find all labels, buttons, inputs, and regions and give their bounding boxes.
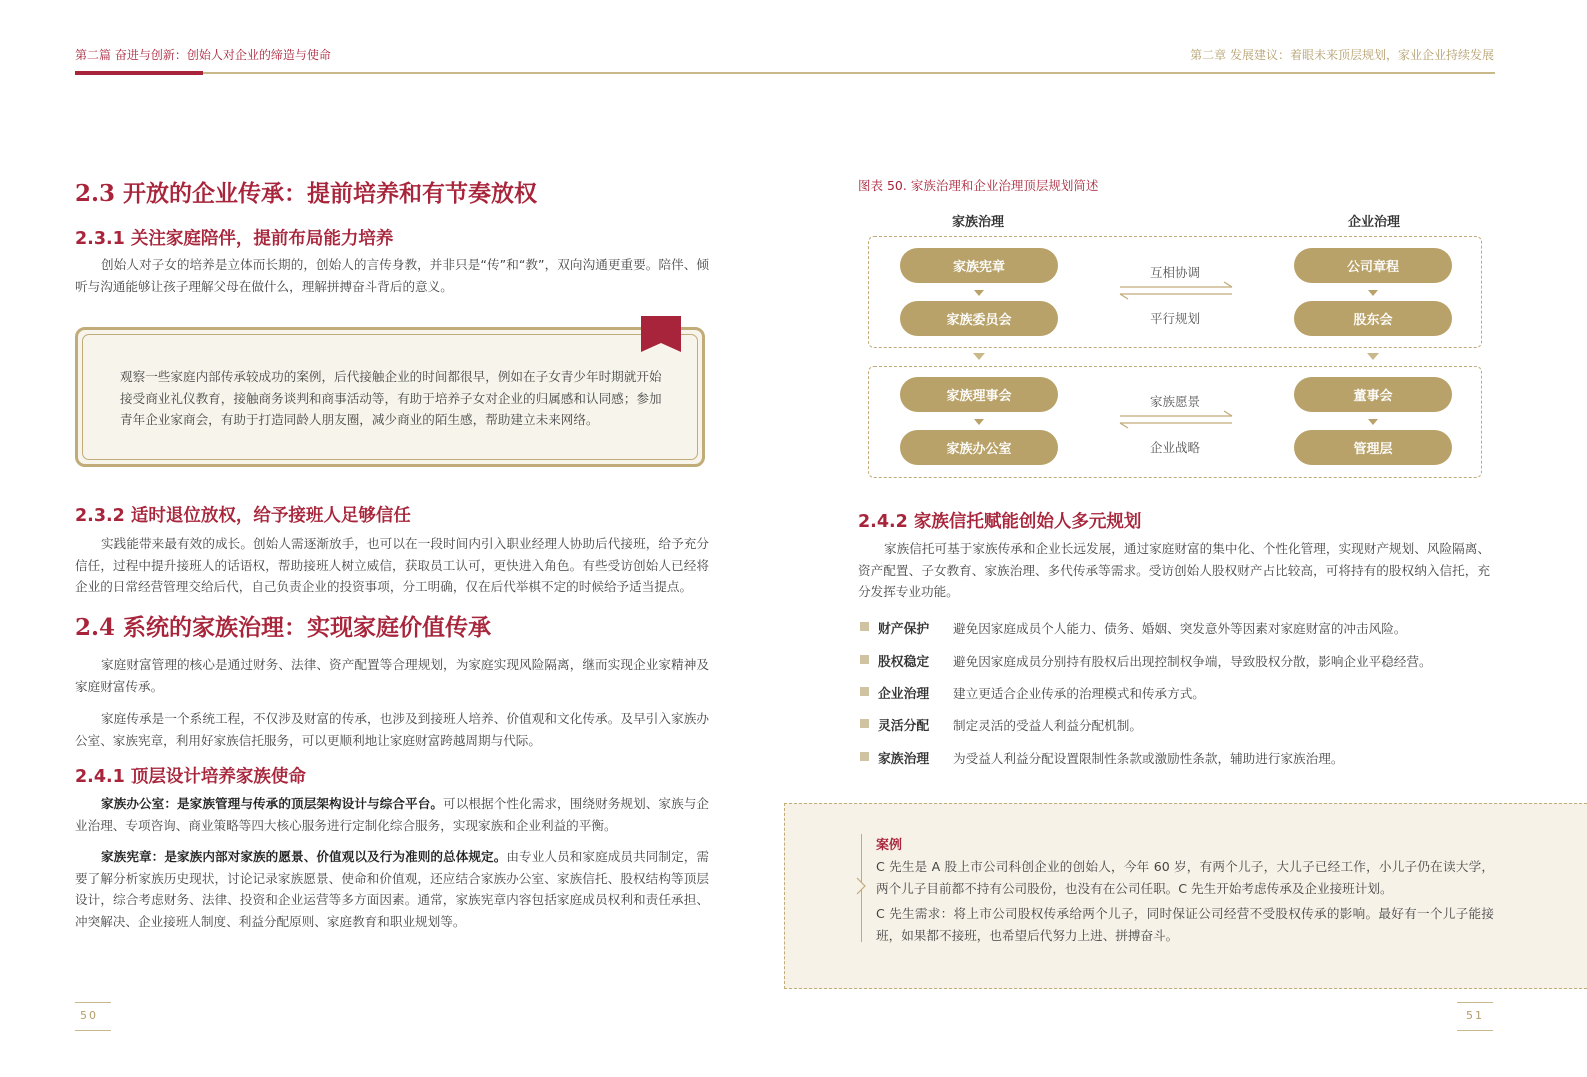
- bidirectional-arrow-icon: [1116, 280, 1236, 302]
- section-2-3-2-title: 2.3.2 适时退位放权，给予接班人足够信任: [75, 506, 411, 526]
- section-2-4-title: 2.4 系统的家族治理：实现家庭价值传承: [75, 614, 492, 641]
- pill-company-articles: 公司章程: [1294, 248, 1452, 283]
- section-2-4-2-title: 2.4.2 家族信托赋能创始人多元规划: [858, 512, 1142, 532]
- pill-family-council: 家族理事会: [900, 377, 1058, 412]
- case-title: 案例: [876, 838, 903, 853]
- family-governance-label: 家族治理: [952, 215, 1005, 230]
- corporate-governance-label: 企业治理: [1348, 215, 1401, 230]
- section-2-3-2-paragraph: 实践能带来最有效的成长。创始人需逐渐放手，也可以在一段时间内引入职业经理人协助后代接班，给予充分信任，过程中提升接班人的话语权，帮助接班人树立威信，获取员工认可，更快进入角色。有些受访创始人已经将企业的日常经营管理交给后代，自己负责企业的投资事项，分工明确，仅在后代举棋不定的时候给予适当提点。: [75, 536, 709, 594]
- bullet-square-icon: [860, 622, 869, 631]
- pill-board: 董事会: [1294, 377, 1452, 412]
- label-mutual-coordination: 互相协调: [1149, 265, 1200, 280]
- case-text: [876, 856, 1494, 946]
- header-left: 第二篇 奋进与创新：创始人对企业的缔造与使命: [75, 48, 331, 62]
- section-2-3-title: 2.3 开放的企业传承：提前培养和有节奏放权: [75, 180, 538, 207]
- chevron-right-icon: [855, 876, 867, 896]
- callout-text: 观察一些家庭内部传承较成功的案例，后代接触企业的时间都很早，例如在子女青少年时期就开始接受商业礼仪教育，接触商务谈判和商事活动等，有助于培养子女对企业的归属感和认同感；参加青年企业家商会，有助于打造同龄人朋友圈，减少商业的陌生感，帮助建立未来网络。: [120, 369, 662, 427]
- label-family-vision: 家族愿景: [1149, 394, 1200, 409]
- arrow-down-icon: [974, 290, 984, 296]
- page-number-left: 50: [80, 1009, 98, 1022]
- bullet-term: 股权稳定: [878, 655, 930, 670]
- case-paragraph-1: C 先生是 A 股上市公司科创企业的创始人，今年 60 岁，有两个儿子，大儿子已经工作，小儿子仍在读大学，两个儿子目前都不持有公司股份，也没有在公司任职。C 先生开始考虑传承及企业接班计划。: [876, 859, 1494, 896]
- bookmark-icon: [641, 316, 681, 352]
- header-accent-bar: [75, 71, 203, 75]
- page-number-rule: [1457, 1002, 1493, 1003]
- bullet-term: 灵活分配: [878, 719, 930, 734]
- label-parallel-planning: 平行规划: [1149, 311, 1200, 326]
- pill-shareholders-meeting: 股东会: [1294, 301, 1452, 336]
- bullet-square-icon: [860, 752, 869, 761]
- family-office-desc: 可以根据个性化需求，围绕财务规划、家族与企业治理、专项咨询、商业策略等四大核心服务进行定制化综合服务，实现家族和企业利益的平衡。: [75, 796, 710, 833]
- arrow-down-icon: [1367, 353, 1379, 360]
- bullet-desc: 建立更适合企业传承的治理模式和传承方式。: [953, 686, 1205, 701]
- section-2-4-paragraph-2: 家庭传承是一个系统工程，不仅涉及财富的传承，也涉及到接班人培养、价值观和文化传承。及早引入家族办公室、家族宪章，利用好家族信托服务，可以更顺利地让家庭财富跨越周期与代际。: [75, 711, 709, 748]
- page-number-rule: [1457, 1030, 1493, 1031]
- arrow-down-icon: [1368, 290, 1378, 296]
- family-charter-paragraph: [75, 846, 709, 932]
- bullet-desc: 避免因家庭成员个人能力、债务、婚姻、突发意外等因素对家庭财富的冲击风险。: [953, 621, 1407, 636]
- family-charter-term: 家族宪章：是家族内部对家族的愿景、价值观以及行为准则的总体规定。: [101, 849, 507, 864]
- bullet-desc: 制定灵活的受益人利益分配机制。: [953, 718, 1142, 733]
- bullet-square-icon: [860, 719, 869, 728]
- pill-family-charter: 家族宪章: [900, 248, 1058, 283]
- page-number-rule: [75, 1030, 111, 1031]
- header-divider: [75, 72, 1495, 74]
- bidirectional-arrow-icon: [1116, 409, 1236, 431]
- arrow-down-icon: [1368, 419, 1378, 425]
- section-2-4-1-title: 2.4.1 顶层设计培养家族使命: [75, 767, 306, 787]
- arrow-down-icon: [974, 419, 984, 425]
- header-right: 第二章 发展建议：着眼未来顶层规划，家业企业持续发展: [1190, 48, 1494, 62]
- family-charter-desc: 由专业人员和家庭成员共同制定，需要了解分析家族历史现状，讨论记录家族愿景、使命和价值观，还应结合家族办公室、家族信托、股权结构等顶层设计，综合考虑财务、法律、投资和企业运营等多方面因素。通常，家族宪章内容包括家庭成员权利和责任承担、冲突解决、企业接班人制度、利益分配原则、家庭教育和职业规划等。: [75, 849, 710, 929]
- figure-title: 图表 50. 家族治理和企业治理顶层规划简述: [858, 178, 1099, 193]
- bullet-term: 企业治理: [878, 687, 930, 702]
- section-2-4-2-paragraph: 家族信托可基于家族传承和企业长远发展，通过家庭财富的集中化、个性化管理，实现财产规划、风险隔离、资产配置、子女教育、家族治理、多代传承等需求。受访创始人股权财产占比较高，可将持有的股权纳入信托，充分发挥专业功能。: [858, 541, 1490, 599]
- bullet-square-icon: [860, 687, 869, 696]
- family-office-paragraph: [75, 793, 709, 836]
- arrow-down-icon: [973, 353, 985, 360]
- label-corporate-strategy: 企业战略: [1149, 440, 1200, 455]
- bullet-desc: 避免因家庭成员分别持有股权后出现控制权争端，导致股权分散，影响企业平稳经营。: [953, 654, 1432, 669]
- pill-management: 管理层: [1294, 430, 1452, 465]
- section-2-3-1-title: 2.3.1 关注家庭陪伴，提前布局能力培养: [75, 229, 394, 249]
- pill-family-committee: 家族委员会: [900, 301, 1058, 336]
- section-2-4-paragraph-1: 家庭财富管理的核心是通过财务、法律、资产配置等合理规划，为家庭实现风险隔离，继而实现企业家精神及家庭财富传承。: [75, 657, 709, 694]
- bullet-square-icon: [860, 655, 869, 664]
- bullet-term: 财产保护: [878, 622, 930, 637]
- section-2-3-1-paragraph: 创始人对子女的培养是立体而长期的，创始人的言传身教，并非只是“传”和“教”，双向沟通更重要。陪伴、倾听与沟通能够让孩子理解父母在做什么，理解拼搏奋斗背后的意义。: [75, 257, 709, 294]
- case-paragraph-2: C 先生需求：将上市公司股权传承给两个儿子，同时保证公司经营不受股权传承的影响。最好有一个儿子能接班，如果都不接班，也希望后代努力上进、拼搏奋斗。: [876, 906, 1494, 943]
- pill-family-office: 家族办公室: [900, 430, 1058, 465]
- page-number-rule: [75, 1002, 111, 1003]
- bullet-desc: 为受益人利益分配设置限制性条款或激励性条款，辅助进行家族治理。: [953, 751, 1344, 766]
- page-number-right: 51: [1466, 1009, 1484, 1022]
- bullet-term: 家族治理: [878, 752, 930, 767]
- family-office-term: 家族办公室：是家族管理与传承的顶层架构设计与综合平台。: [101, 796, 444, 811]
